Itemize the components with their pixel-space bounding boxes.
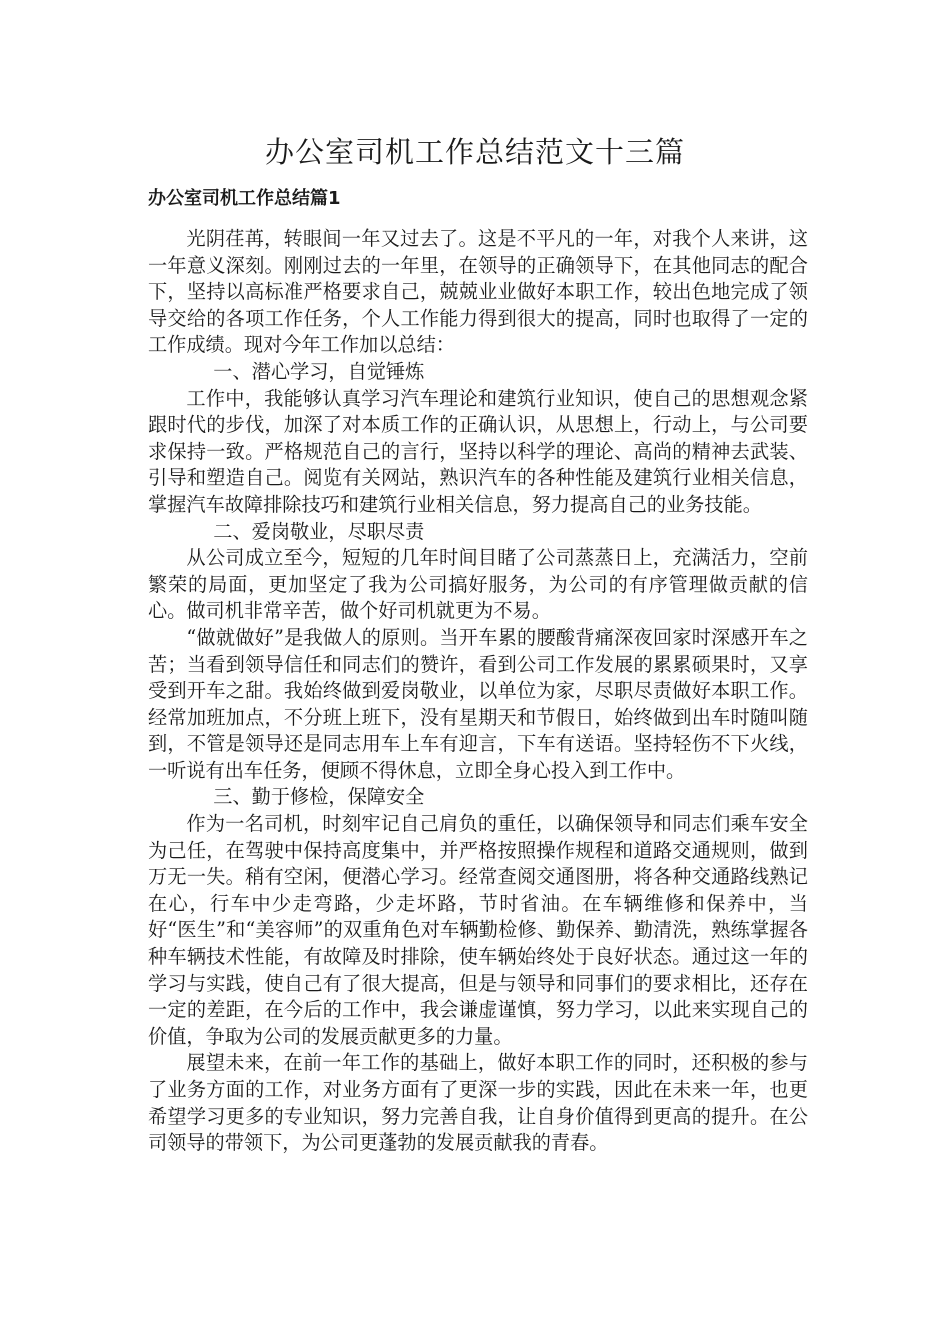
paragraph-intro: 光阴荏苒，转眼间一年又过去了。这是不平凡的一年，对我个人来讲，这一年意义深刻。刚刚过去的一年里，在领导的正确领导下，在其他同志的配合下，坚持以高标准严格要求自己，兢兢业业做好本职工作，较出色地完成了领导交给的各项工作任务，个人工作能力得到很大的提高，同时也取得了一定的工作成绩。现对今年工作加以总结： [148,227,808,357]
paragraph-principle: “做就做好”是我做人的原则。当开车累的腰酸背痛深夜回家时深感开车之苦；当看到领导信任和同志们的赞许，看到公司工作发展的累累硕果时，又享受到开车之甜。我始终做到爱岗敬业，以单位为家，尽职尽责做好本职工作。经常加班加点，不分班上班下，没有星期天和节假日，始终做到出车时随叫随到，不管是领导还是同志用车上车有迎言，下车有送语。坚持轻伤不下火线，一听说有出车任务，便顾不得休息，立即全身心投入到工作中。 [148,625,808,782]
document-title: 办公室司机工作总结范文十三篇 [264,135,685,169]
subheading-1: 一、潜心学习，自觉锤炼 [213,359,425,383]
paragraph-study: 工作中，我能够认真学习汽车理论和建筑行业知识，使自己的思想观念紧跟时代的步伐，加深了对本质工作的正确认识，从思想上，行动上，与公司要求保持一致。严格规范自己的言行，坚持以科学的理论、高尚的精神去武装、引导和塑造自己。阅览有关网站，熟识汽车的各种性能及建筑行业相关信息，掌握汽车故障排除技巧和建筑行业相关信息，努力提高自己的业务技能。 [148,386,808,516]
section-heading: 办公室司机工作总结篇1 [148,188,341,209]
document-body [148,226,808,1157]
paragraph-safety: 作为一名司机，时刻牢记自己肩负的重任，以确保领导和同志们乘车安全为己任，在驾驶中保持高度集中，并严格按照操作规程和道路交通规则，做到万无一失。稍有空闲，便潜心学习。经常查阅交通图册，将各种交通路线熟记在心，行车中少走弯路，少走坏路，节时省油。在车辆维修和保养中，当好“医生”和“美容师”的双重角色对车辆勤检修、勤保养、勤清洗，熟练掌握各种车辆技术性能，有故障及时排除，使车辆始终处于良好状态。通过这一年的学习与实践，使自己有了很大提高，但是与领导和同事们的要求相比，还存在一定的差距，在今后的工作中，我会谦虚谨慎，努力学习，以此来实现自己的价值，争取为公司的发展贡献更多的力量。 [148,812,808,1048]
paragraph-dedication: 从公司成立至今，短短的几年时间目睹了公司蒸蒸日上，充满活力，空前繁荣的局面，更加坚定了我为公司搞好服务，为公司的有序管理做贡献的信心。做司机非常辛苦，做个好司机就更为不易。 [148,546,808,623]
subheading-2: 二、爱岗敬业，尽职尽责 [213,519,425,543]
subheading-3: 三、勤于修检，保障安全 [213,785,425,809]
paragraph-outlook: 展望未来，在前一年工作的基础上，做好本职工作的同时，还积极的参与了业务方面的工作，对业务方面有了更深一步的实践，因此在未来一年，也更希望学习更多的专业知识，努力完善自我，让自身价值得到更高的提升。在公司领导的带领下，为公司更蓬勃的发展贡献我的青春。 [148,1051,808,1155]
